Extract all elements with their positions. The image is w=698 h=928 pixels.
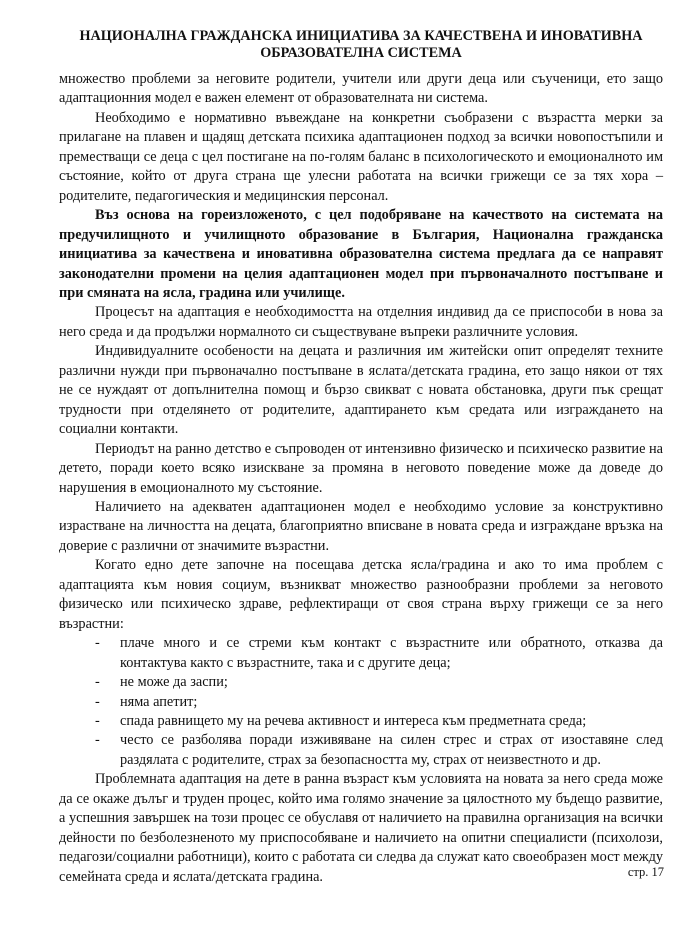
paragraph-continuation: множество проблеми за неговите родители, учители или други деца или съученици, ето защо адаптационния модел е важен елемент от образователната ни система. [59, 71, 663, 107]
page-number: стр. 17 [627, 865, 664, 879]
paragraph-adaptation-definition: Процесът на адаптация е необходимостта на отделния индивид да се приспособи в нова за него среда и да продължи нормалното си съществуване въпреки различните условия. [59, 304, 663, 340]
list-item: - не може да заспи; [95, 673, 663, 692]
problems-list [59, 634, 663, 770]
list-item: - спада равнището му на речева активност и интереса към предметната среда; [95, 712, 663, 731]
header-title-line-1: НАЦИОНАЛНА ГРАЖДАНСКА ИНИЦИАТИВА ЗА КАЧЕСТВЕНА И ИНОВАТИВНА [79, 28, 643, 44]
paragraph-problems-intro: Когато едно дете започне на посещава детска ясла/градина и ако то има проблем с адаптацията към новия социум, възникват множество разнообразни проблеми за неговото физическо или психическо здраве, рефлектиращи от своя страна върху грижещи се за него възрастни: [59, 557, 663, 632]
document-page [59, 28, 663, 887]
paragraph-conclusion: Проблемната адаптация на дете в ранна възраст към условията на новата за него среда може да се окаже дълъг и труден процес, който има голямо значение за цялостното му бъдещо развитие, а успешния завършек на този процес се обуславя от наличието на правилна организация на всички дейности по безболезненото му приспособяване и наличието на опитни специалисти (психолози, педагози/социални работници), които с работата си следва да служат като своеобразен мост между семейната среда и яслата/детската градина. [59, 771, 663, 885]
list-item: - често се разболява поради изживяване на силен стрес и страх от изоставяне след раздялата с родителите, страх за безопасността му, страх от неизвестното и др. [95, 731, 663, 770]
list-item: - плаче много и се стреми към контакт с възрастните или обратното, отказва да контактува както с възрастните, така и с другите деца; [95, 634, 663, 673]
header-title-line-2: ОБРАЗОВАТЕЛНА СИСТЕМА [260, 45, 462, 61]
list-item: - няма апетит; [95, 693, 663, 712]
paragraph-individual-needs: Индивидуалните особености на децата и различния им житейски опит определят техните различни нужди при първоначално постъпване в яслата/детската градина, ето защо някои от тях не се нуждаят от допълнителна помощ и бързо свикват с новата обстановка, други пък срещат трудности при отделянето от родителите, адаптирането към средата или изграждането на социални контакти. [59, 343, 663, 438]
paragraph-adequate-model: Наличието на адекватен адаптационен модел е необходимо условие за конструктивно израстване на личността на децата, благоприятно вписване в новата среда и изграждане връзка на доверие с различни от значимите възрастни. [59, 498, 663, 554]
page-header [59, 28, 663, 62]
paragraph-proposal: Въз основа на гореизложеното, с цел подобряване на качеството на системата на предучилищното и училищното образование в България, Национална гражданска инициатива за качествена и иновативна образователна система предлага да се направят законодателни промени на целия адаптационен модел при първоначалното постъпване и при смяната на ясла, градина или училище. [59, 207, 663, 301]
paragraph-normative-measures: Необходимо е нормативно въвеждане на конкретни съобразени с възрастта мерки за прилагане на плавен и щадящ детската психика адаптационен подход за всички новопостъпили и преместващи се деца с цел постигане на по-голям баланс в психологическото и емоционалното им състояние, който от друга страна ще улесни работата на всички грижещи се за тях хора – родителите, педагогическия и медицинския персонал. [59, 109, 663, 204]
paragraph-early-childhood: Периодът на ранно детство е съпроводен от интензивно физическо и психическо развитие на детето, поради което всяко изискване за промяна в неговото поведение може да доведе до нарушения в емоционалното му състояние. [59, 440, 663, 496]
